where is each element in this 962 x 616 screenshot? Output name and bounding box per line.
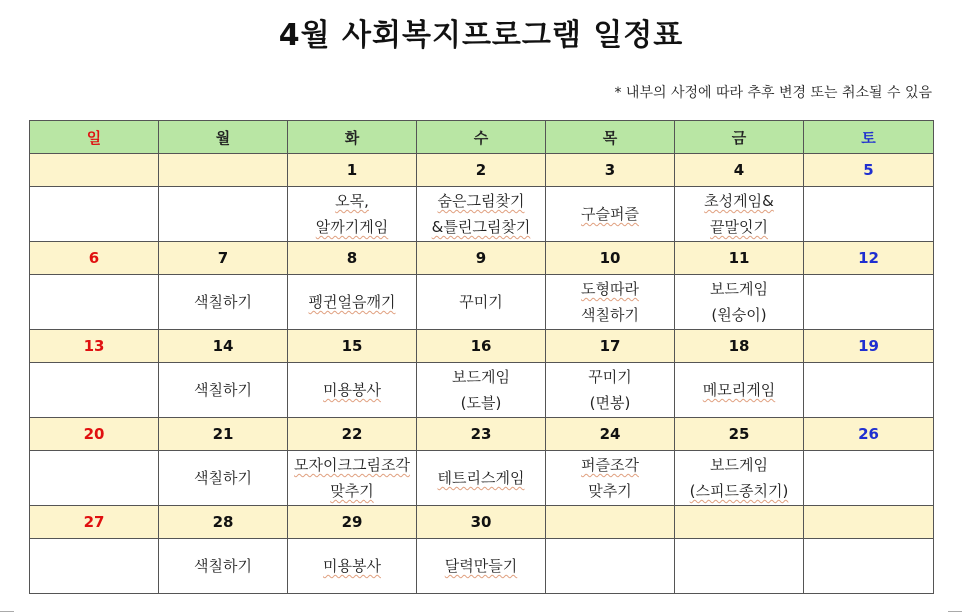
weekday-friday: 금 xyxy=(675,121,804,154)
activity-cell-thursday xyxy=(546,187,675,242)
activity-cell-thursday xyxy=(546,275,675,330)
date-row xyxy=(30,330,934,363)
date-cell-monday: 28 xyxy=(159,506,288,539)
activity-cell-sunday xyxy=(30,275,159,330)
activity-label: 달력만들기 xyxy=(444,557,518,575)
activity-cell-friday xyxy=(675,275,804,330)
date-cell-monday: 7 xyxy=(159,242,288,275)
date-cell-friday: 25 xyxy=(675,418,804,451)
activity-cell-tuesday xyxy=(288,187,417,242)
activity-label: 보드게임 xyxy=(710,456,768,474)
date-cell-sunday: 6 xyxy=(30,242,159,275)
date-cell-thursday xyxy=(546,506,675,539)
weekday-tuesday: 화 xyxy=(288,121,417,154)
date-cell-saturday: 5 xyxy=(804,154,934,187)
activity-cell-tuesday xyxy=(288,275,417,330)
date-cell-thursday: 24 xyxy=(546,418,675,451)
corner-mark-right xyxy=(948,611,962,616)
activity-cell-monday xyxy=(159,451,288,506)
activity-label: 미용봉사 xyxy=(323,557,381,575)
activity-row xyxy=(30,187,934,242)
activity-label: 색칠하기 xyxy=(581,306,639,324)
activity-label: (도블) xyxy=(460,394,502,412)
activity-label: 맞추기 xyxy=(588,482,632,500)
activity-cell-wednesday xyxy=(417,539,546,594)
activity-label: 퍼즐조각 xyxy=(581,456,639,474)
date-cell-tuesday: 1 xyxy=(288,154,417,187)
activity-cell-thursday xyxy=(546,363,675,418)
activity-label: 숨은그림찾기 xyxy=(437,192,525,210)
date-cell-wednesday: 2 xyxy=(417,154,546,187)
activity-cell-wednesday xyxy=(417,451,546,506)
activity-cell-thursday xyxy=(546,451,675,506)
activity-label: 색칠하기 xyxy=(194,469,252,487)
activity-cell-monday xyxy=(159,187,288,242)
activity-label: 구슬퍼즐 xyxy=(581,205,639,223)
date-row xyxy=(30,154,934,187)
activity-label: 미용봉사 xyxy=(323,381,381,399)
activity-cell-friday xyxy=(675,539,804,594)
date-cell-tuesday: 29 xyxy=(288,506,417,539)
calendar-table xyxy=(29,120,934,594)
activity-label: 메모리게임 xyxy=(702,381,776,399)
activity-label: 테트리스게임 xyxy=(437,469,525,487)
activity-cell-monday xyxy=(159,363,288,418)
activity-cell-monday xyxy=(159,539,288,594)
date-cell-wednesday: 9 xyxy=(417,242,546,275)
activity-cell-friday xyxy=(675,187,804,242)
activity-label: 꾸미기 xyxy=(459,293,503,311)
activity-cell-friday xyxy=(675,363,804,418)
page-title: 4월 사회복지프로그램 일정표 xyxy=(278,18,684,53)
date-cell-sunday: 13 xyxy=(30,330,159,363)
activity-label: 모자이크그림조각 xyxy=(294,456,410,474)
activity-label: 색칠하기 xyxy=(194,293,252,311)
date-cell-saturday: 19 xyxy=(804,330,934,363)
date-cell-sunday xyxy=(30,154,159,187)
activity-cell-saturday xyxy=(804,451,934,506)
activity-label: 색칠하기 xyxy=(194,381,252,399)
activity-cell-thursday xyxy=(546,539,675,594)
activity-cell-wednesday xyxy=(417,187,546,242)
date-cell-thursday: 17 xyxy=(546,330,675,363)
date-cell-tuesday: 8 xyxy=(288,242,417,275)
activity-cell-saturday xyxy=(804,363,934,418)
activity-cell-tuesday xyxy=(288,363,417,418)
activity-cell-sunday xyxy=(30,451,159,506)
activity-label: 초성게임& xyxy=(704,192,774,210)
weekday-sunday: 일 xyxy=(30,121,159,154)
activity-row xyxy=(30,451,934,506)
activity-cell-monday xyxy=(159,275,288,330)
activity-label: 꾸미기 xyxy=(588,368,632,386)
activity-cell-sunday xyxy=(30,363,159,418)
activity-label: 도형따라 xyxy=(581,280,639,298)
date-row xyxy=(30,242,934,275)
corner-mark-left xyxy=(0,611,14,616)
schedule-note: * 내부의 사정에 따라 추후 변경 또는 취소될 수 있음 xyxy=(614,85,932,101)
calendar-body xyxy=(30,154,934,594)
activity-cell-saturday xyxy=(804,539,934,594)
activity-label: (스피드종치기) xyxy=(689,482,789,500)
date-cell-saturday xyxy=(804,506,934,539)
activity-label: (원숭이) xyxy=(711,306,767,324)
activity-row xyxy=(30,275,934,330)
activity-label: 맞추기 xyxy=(330,482,374,500)
date-cell-tuesday: 22 xyxy=(288,418,417,451)
date-cell-monday: 14 xyxy=(159,330,288,363)
weekday-saturday: 토 xyxy=(804,121,934,154)
date-cell-friday xyxy=(675,506,804,539)
activity-label: 보드게임 xyxy=(710,280,768,298)
date-cell-thursday: 3 xyxy=(546,154,675,187)
date-cell-monday: 21 xyxy=(159,418,288,451)
date-cell-friday: 4 xyxy=(675,154,804,187)
date-cell-wednesday: 30 xyxy=(417,506,546,539)
date-cell-sunday: 27 xyxy=(30,506,159,539)
date-cell-friday: 11 xyxy=(675,242,804,275)
activity-cell-saturday xyxy=(804,187,934,242)
date-cell-wednesday: 16 xyxy=(417,330,546,363)
date-cell-sunday: 20 xyxy=(30,418,159,451)
date-cell-saturday: 26 xyxy=(804,418,934,451)
activity-row xyxy=(30,539,934,594)
activity-cell-sunday xyxy=(30,187,159,242)
activity-label: 끝말잇기 xyxy=(710,218,768,236)
date-cell-thursday: 10 xyxy=(546,242,675,275)
date-cell-friday: 18 xyxy=(675,330,804,363)
date-cell-monday xyxy=(159,154,288,187)
date-cell-wednesday: 23 xyxy=(417,418,546,451)
activity-cell-friday xyxy=(675,451,804,506)
date-cell-saturday: 12 xyxy=(804,242,934,275)
activity-label: &틀린그림찾기 xyxy=(431,218,531,236)
date-row xyxy=(30,418,934,451)
date-cell-tuesday: 15 xyxy=(288,330,417,363)
weekday-thursday: 목 xyxy=(546,121,675,154)
activity-cell-saturday xyxy=(804,275,934,330)
activity-cell-tuesday xyxy=(288,539,417,594)
activity-label: 오목, xyxy=(335,192,369,210)
weekday-wednesday: 수 xyxy=(417,121,546,154)
activity-label: (면봉) xyxy=(589,394,631,412)
activity-cell-wednesday xyxy=(417,363,546,418)
weekday-header-row xyxy=(30,121,934,154)
activity-label: 펭귄얼음깨기 xyxy=(308,293,396,311)
activity-label: 알까기게임 xyxy=(315,218,389,236)
activity-cell-sunday xyxy=(30,539,159,594)
activity-label: 색칠하기 xyxy=(194,557,252,575)
date-row xyxy=(30,506,934,539)
activity-cell-tuesday xyxy=(288,451,417,506)
activity-cell-wednesday xyxy=(417,275,546,330)
activity-row xyxy=(30,363,934,418)
weekday-monday: 월 xyxy=(159,121,288,154)
activity-label: 보드게임 xyxy=(452,368,510,386)
